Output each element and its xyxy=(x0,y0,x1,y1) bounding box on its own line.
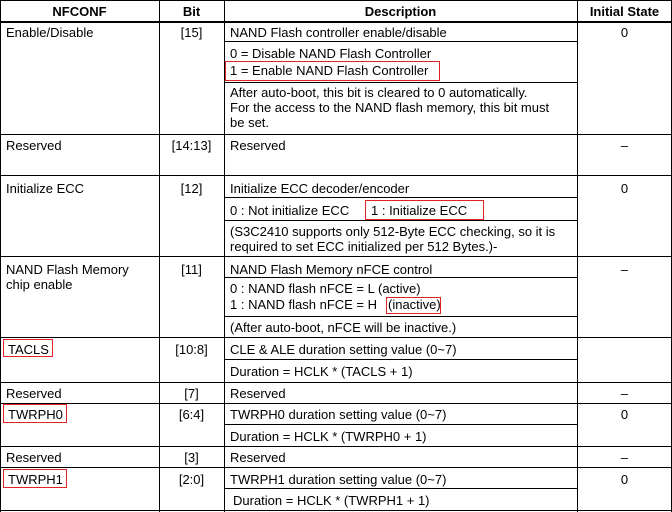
row-desc-line: (inactive) xyxy=(388,297,441,312)
cell-rule xyxy=(224,197,577,198)
row-name: Enable/Disable xyxy=(6,25,94,40)
table-rule xyxy=(0,337,672,338)
row-bit: [3] xyxy=(184,450,199,465)
header-nfconf: NFCONF xyxy=(52,4,107,19)
row-initial: – xyxy=(620,386,629,401)
row-desc-line: Initialize ECC decoder/encoder xyxy=(230,181,410,196)
cell-rule xyxy=(224,359,577,360)
cell-rule xyxy=(224,424,577,425)
row-name: TWRPH0 xyxy=(8,407,63,422)
cell-rule xyxy=(224,41,577,42)
row-desc-line: (S3C2410 supports only 512-Byte ECC checking, so it is xyxy=(230,224,556,239)
row-desc-line: 1 = Enable NAND Flash Controller xyxy=(230,63,429,78)
header-description: Description xyxy=(364,4,437,19)
row-desc-line: 0 : Not initialize ECC xyxy=(230,203,350,218)
row-name: Reserved xyxy=(6,450,62,465)
row-name: chip enable xyxy=(6,277,73,292)
row-desc-line: After auto-boot, this bit is cleared to 0 automatically. xyxy=(230,85,528,100)
table-rule xyxy=(0,134,672,135)
row-desc-line: be set. xyxy=(230,115,270,130)
row-desc-line: Duration = HCLK * (TWRPH0 + 1) xyxy=(230,429,427,444)
row-name: TWRPH1 xyxy=(8,472,63,487)
row-initial: – xyxy=(620,450,629,465)
highlight-box xyxy=(386,297,441,314)
cell-rule xyxy=(224,488,577,489)
row-initial: – xyxy=(620,262,629,277)
row-bit: [6:4] xyxy=(178,407,205,422)
row-initial: 0 xyxy=(620,181,629,196)
highlight-box xyxy=(3,469,67,488)
cell-rule xyxy=(224,220,577,221)
cell-rule xyxy=(224,277,577,278)
header-bit: Bit xyxy=(182,4,201,19)
row-desc-line: Reserved xyxy=(230,138,286,153)
row-desc-line: 0 : NAND flash nFCE = L (active) xyxy=(230,281,421,296)
table-rule xyxy=(0,382,672,383)
row-desc-line: NAND Flash Memory nFCE control xyxy=(230,262,433,277)
row-desc-line: 0 = Disable NAND Flash Controller xyxy=(230,46,432,61)
cell-rule xyxy=(224,316,577,317)
row-initial: 0 xyxy=(620,472,629,487)
table-rule xyxy=(0,510,672,511)
row-bit: [2:0] xyxy=(178,472,205,487)
row-name: Reserved xyxy=(6,386,62,401)
row-desc-line: CLE & ALE duration setting value (0~7) xyxy=(230,342,457,357)
row-bit: [11] xyxy=(181,262,202,277)
row-desc-line: Reserved xyxy=(230,386,286,401)
row-desc-line: 1 : Initialize ECC xyxy=(371,203,468,218)
row-name: Reserved xyxy=(6,138,62,153)
row-bit: [12] xyxy=(180,181,203,196)
table-rule xyxy=(0,175,672,176)
row-bit: [14:13] xyxy=(171,138,212,153)
row-initial: 0 xyxy=(620,407,629,422)
table-rule xyxy=(0,467,672,468)
row-desc-line: For the access to the NAND flash memory, this bit must xyxy=(230,100,550,115)
highlight-box xyxy=(3,404,67,423)
row-desc-line: NAND Flash controller enable/disable xyxy=(230,25,447,40)
highlight-box xyxy=(365,200,484,220)
row-desc-line: Reserved xyxy=(230,450,286,465)
row-bit: [7] xyxy=(184,386,199,401)
table-rule xyxy=(0,0,672,1)
row-name: NAND Flash Memory xyxy=(6,262,129,277)
row-desc-line: required to set ECC initialized per 512 Bytes.)- xyxy=(230,239,498,254)
row-name: TACLS xyxy=(8,342,49,357)
row-name: Initialize ECC xyxy=(6,181,85,196)
highlight-box xyxy=(3,339,53,357)
header-initial-state: Initial State xyxy=(589,4,660,19)
row-desc-line: Duration = HCLK * (TWRPH1 + 1) xyxy=(233,493,430,508)
row-desc-line: TWRPH0 duration setting value (0~7) xyxy=(230,407,447,422)
row-initial: 0 xyxy=(620,25,629,40)
row-desc-line: TWRPH1 duration setting value (0~7) xyxy=(230,472,447,487)
row-desc-line: Duration = HCLK * (TACLS + 1) xyxy=(230,364,413,379)
table-rule xyxy=(0,403,672,404)
row-desc-line: 1 : NAND flash nFCE = H xyxy=(230,297,378,312)
highlight-box xyxy=(225,61,440,81)
table-rule xyxy=(0,21,672,23)
row-initial: – xyxy=(620,138,629,153)
row-bit: [15] xyxy=(180,25,203,40)
table-rule xyxy=(0,446,672,447)
table-rule xyxy=(0,256,672,257)
row-bit: [10:8] xyxy=(175,342,208,357)
cell-rule xyxy=(224,82,577,83)
row-desc-line: (After auto-boot, nFCE will be inactive.) xyxy=(230,320,457,335)
